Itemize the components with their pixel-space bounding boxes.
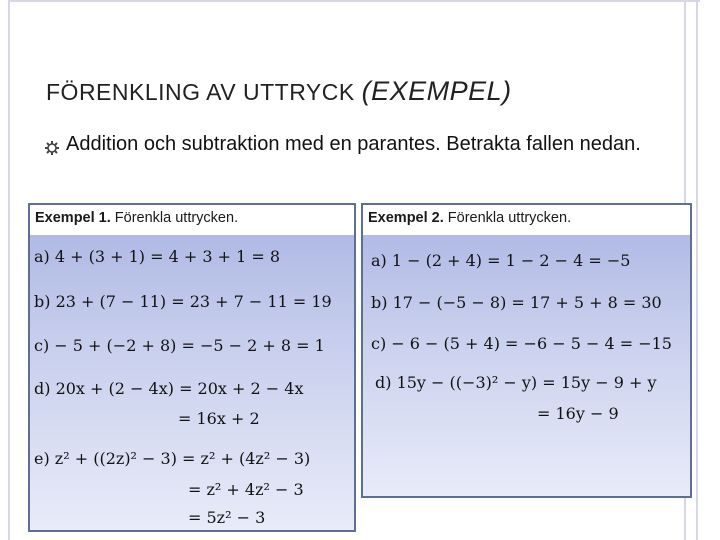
example-1-header <box>30 205 354 235</box>
example-2-instruction: Förenkla uttrycken. <box>443 210 572 226</box>
slide-title <box>46 76 512 107</box>
gear-bullet-icon <box>44 140 60 156</box>
example-2-line-c: c) − 6 − (5 + 4) = −6 − 5 − 4 = −15 <box>371 334 672 353</box>
example-2-box <box>361 203 692 498</box>
example-1-line-d: d) 20x + (2 − 4x) = 20x + 2 − 4x <box>34 379 304 398</box>
example-1-line-a: a) 4 + (3 + 1) = 4 + 3 + 1 = 8 <box>34 247 281 266</box>
example-1-line-e-cont1: = z² + 4z² − 3 <box>188 480 304 499</box>
example-2-line-b: b) 17 − (−5 − 8) = 17 + 5 + 8 = 30 <box>371 293 662 312</box>
slide-title-paren: (EXEMPEL) <box>361 76 512 106</box>
slide-title-main: FÖRENKLING AV UTTRYCK <box>46 79 362 105</box>
example-1-box <box>28 203 356 532</box>
example-2-line-d: d) 15y − ((−3)² − y) = 15y − 9 + y <box>375 373 657 392</box>
example-1-line-d-cont: = 16x + 2 <box>178 409 260 428</box>
example-2-label: Exempel 2. <box>368 210 444 226</box>
example-1-line-b: b) 23 + (7 − 11) = 23 + 7 − 11 = 19 <box>34 292 332 311</box>
slide-frame-top <box>8 0 700 2</box>
example-1-line-c: c) − 5 + (−2 + 8) = −5 − 2 + 8 = 1 <box>34 336 325 355</box>
example-1-instruction: Förenkla uttrycken. <box>110 210 239 226</box>
example-2-line-d-cont: = 16y − 9 <box>537 404 619 423</box>
example-2-header <box>363 205 690 235</box>
example-2-line-a: a) 1 − (2 + 4) = 1 − 2 − 4 = −5 <box>371 251 631 270</box>
example-1-line-e: e) z² + ((2z)² − 3) = z² + (4z² − 3) <box>34 449 311 468</box>
example-1-line-e-cont2: = 5z² − 3 <box>188 508 266 527</box>
slide-frame-left <box>8 0 10 540</box>
bullet-text: Addition och subtraktion med en parantes. Betrakta fallen nedan. <box>66 133 641 155</box>
example-1-label: Exempel 1. <box>35 210 111 226</box>
